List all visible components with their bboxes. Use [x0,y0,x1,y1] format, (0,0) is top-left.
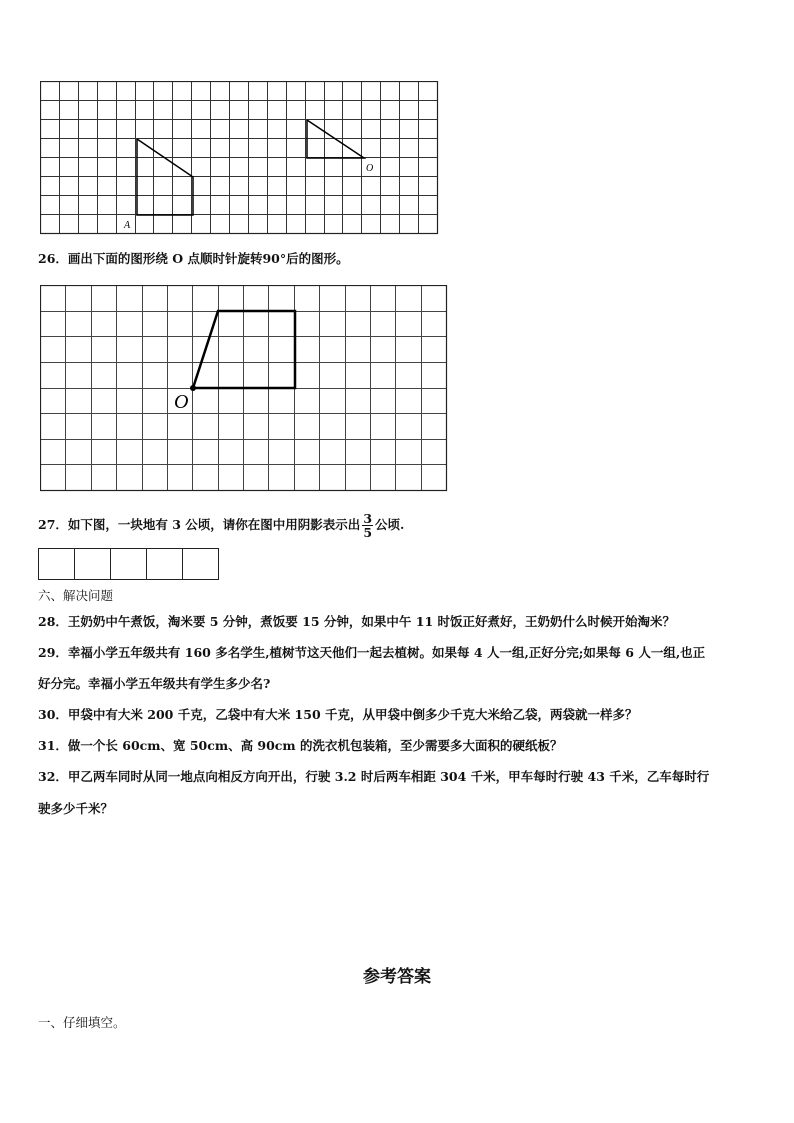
question-29-line-2: 好分完。幸福小学五年级共有学生多少名? [38,676,271,691]
question-32-line-1: 32．甲乙两车同时从同一地点向相反方向开出，行驶 3.2 时后两车相距 304 千米，甲车每时行驶 43 千米，乙车每时行 [38,769,710,784]
question-27 [38,512,404,539]
grid-figure-2 [40,285,450,493]
q27-text-after: 公顷. [375,517,405,532]
answers-section-1: 一、仔细填空。 [38,1015,126,1030]
question-29-line-1: 29．幸福小学五年级共有 160 多名学生,植树节这天他们一起去植树。如果每 4 人一组,正好分完;如果每 6 人一组,也正 [38,645,706,660]
fraction-numerator: 3 [363,511,373,526]
label-o: O [366,163,374,174]
land-box[interactable] [182,548,219,580]
question-26: 26．画出下面的图形绕 O 点顺时针旋转90°后的图形。 [38,251,349,266]
land-box[interactable] [74,548,111,580]
label-a: A [124,220,131,231]
question-32-line-2: 驶多少千米？ [38,801,114,816]
section-6-heading: 六、解决问题 [38,588,114,603]
land-box[interactable] [38,548,75,580]
point-o [190,385,196,391]
fraction-denominator: 5 [363,525,373,540]
land-box[interactable] [110,548,147,580]
grid-figure-1 [40,81,440,235]
question-28: 28．王奶奶中午煮饭，淘米要 5 分钟，煮饭要 15 分钟，如果中午 11 时饭正好煮好，王奶奶什么时候开始淘米？ [38,614,675,629]
fraction-three-fifths [362,512,373,539]
question-31: 31．做一个长 60cm、宽 50cm、高 90cm 的洗衣机包装箱，至少需要多大面积的硬纸板？ [38,738,563,753]
label-o-2: O [174,391,189,413]
answers-title: 参考答案 [363,967,431,987]
land-box[interactable] [146,548,183,580]
land-boxes [38,548,219,580]
q27-text-before: 27．如下图，一块地有 3 公顷，请你在图中用阴影表示出 [38,517,361,532]
question-30: 30．甲袋中有大米 200 千克，乙袋中有大米 150 千克，从甲袋中倒多少千克大米给乙袋，两袋就一样多？ [38,707,638,722]
